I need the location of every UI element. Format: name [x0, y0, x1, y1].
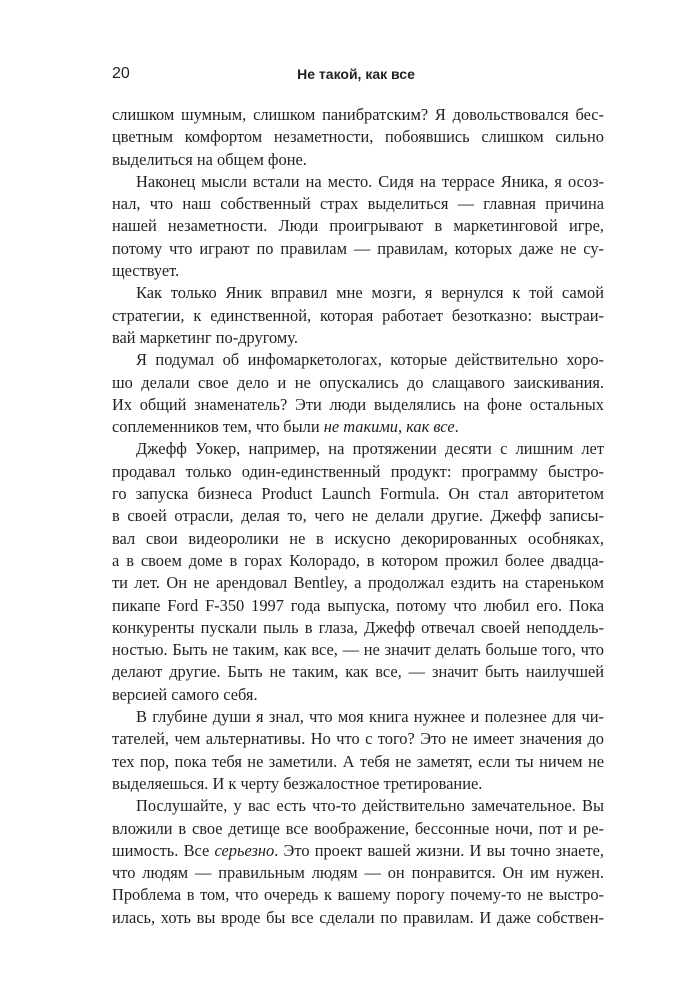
- text-line: нашей незаметности. Люди проигрывают в маркетинговой игре,: [112, 216, 604, 236]
- text-line: пикапе Ford F-350 1997 года выпуска, потому что любил его. Пока: [112, 595, 604, 615]
- text-line: шо делали свое дело и не опускались до слащавого заискивания.: [112, 372, 604, 392]
- text-line: Я подумал об инфомаркетологах, которые действительно хоро-: [136, 350, 604, 370]
- text-line: ществует.: [112, 261, 180, 281]
- text-run: . Это проект вашей жизни. И вы точно знаете,: [274, 840, 604, 860]
- page-header: [112, 62, 600, 86]
- text-line: ностью. Быть не таким, как все, — не значит делать больше того, что: [112, 640, 604, 660]
- text-line: вай маркетинг по-другому.: [112, 327, 298, 347]
- text-line: продавал только один-единственный продукт: программу быстро-: [112, 461, 604, 481]
- paragraph-5: [112, 438, 604, 706]
- text-line: В глубине души я знал, что моя книга нужнее и полезнее для чи-: [136, 707, 604, 727]
- paragraph-3: [112, 282, 604, 349]
- emphasis-text: серьезно: [214, 840, 275, 860]
- page-number: 20: [112, 65, 130, 82]
- text-line: делают другие. Быть не таким, как все, — значит быть наилучшей: [112, 662, 604, 682]
- text-line: версией самого себя.: [112, 684, 258, 704]
- text-line: Джефф Уокер, например, на протяжении десяти с лишним лет: [136, 439, 604, 459]
- text-line: ти лет. Он не арендовал Bentley, а продолжал ездить на стареньком: [112, 573, 604, 593]
- text-line: Наконец мысли встали на место. Сидя на террасе Яника, я осоз-: [136, 171, 604, 191]
- text-line: тателей, чем альтернативы. Но что с того? Это не имеет значения до: [112, 729, 604, 749]
- emphasis-text: не такими, как все: [323, 417, 455, 437]
- text-line: вал свои видеоролики не в искусно декорированных особняках,: [112, 528, 604, 548]
- text-line: Как только Яник вправил мне мозги, я вернулся к той самой: [136, 283, 604, 303]
- text-line: нал, что наш собственный страх выделиться — главная причина: [112, 194, 604, 214]
- text-line: [112, 840, 604, 862]
- text-line: го запуска бизнеса Product Launch Formula. Он стал авторитетом: [112, 484, 604, 504]
- text-line: выделиться на общем фоне.: [112, 149, 307, 169]
- text-line: что людям — правильным людям — он понравится. Он им нужен.: [112, 863, 604, 883]
- text-line: Проблема в том, что очередь к вашему порогу почему-то не выстро-: [112, 885, 604, 905]
- text-run: соплеменников тем, что были: [112, 417, 324, 437]
- text-line: тех пор, пока тебя не заметили. А тебя не заметят, если ты ничем не: [112, 751, 604, 771]
- paragraph-6: [112, 706, 604, 795]
- text-line: илась, хоть вы вроде бы все сделали по правилам. И даже собствен-: [112, 907, 604, 927]
- running-title: Не такой, как все: [297, 66, 415, 82]
- paragraph-2: [112, 171, 604, 282]
- body-text: [112, 104, 604, 929]
- text-run: шимость. Все: [112, 840, 215, 860]
- text-line: слишком шумным, слишком панибратским? Я довольствовался бес-: [112, 105, 604, 124]
- text-line: вложили в свое детище все воображение, бессонные ночи, пот и ре-: [112, 818, 604, 838]
- text-line: Их общий знаменатель? Эти люди выделялись на фоне остальных: [112, 394, 604, 414]
- text-line: в своей отрасли, делая то, чего не делали другие. Джефф записы-: [112, 506, 604, 526]
- text-line: цветным комфортом незаметности, побоявшись слишком сильно: [112, 127, 604, 147]
- text-line: Послушайте, у вас есть что-то действительно замечательное. Вы: [136, 796, 604, 816]
- paragraph-1: [112, 104, 604, 171]
- text-line: [112, 416, 604, 438]
- paragraph-4: [112, 349, 604, 438]
- text-run: .: [454, 417, 459, 437]
- text-line: выделяешься. И к черту безжалостное третирование.: [112, 773, 483, 793]
- paragraph-7: [112, 795, 604, 929]
- text-line: потому что играют по правилам — правилам, которых даже не су-: [112, 238, 604, 258]
- text-line: а в своем доме в горах Колорадо, в котором прожил более двадца-: [112, 550, 604, 570]
- text-line: конкуренты пускали пыль в глаза, Джефф отвечал своей неподдель-: [112, 617, 604, 637]
- text-line: стратегии, к единственной, которая работает безотказно: выстраи-: [112, 305, 604, 325]
